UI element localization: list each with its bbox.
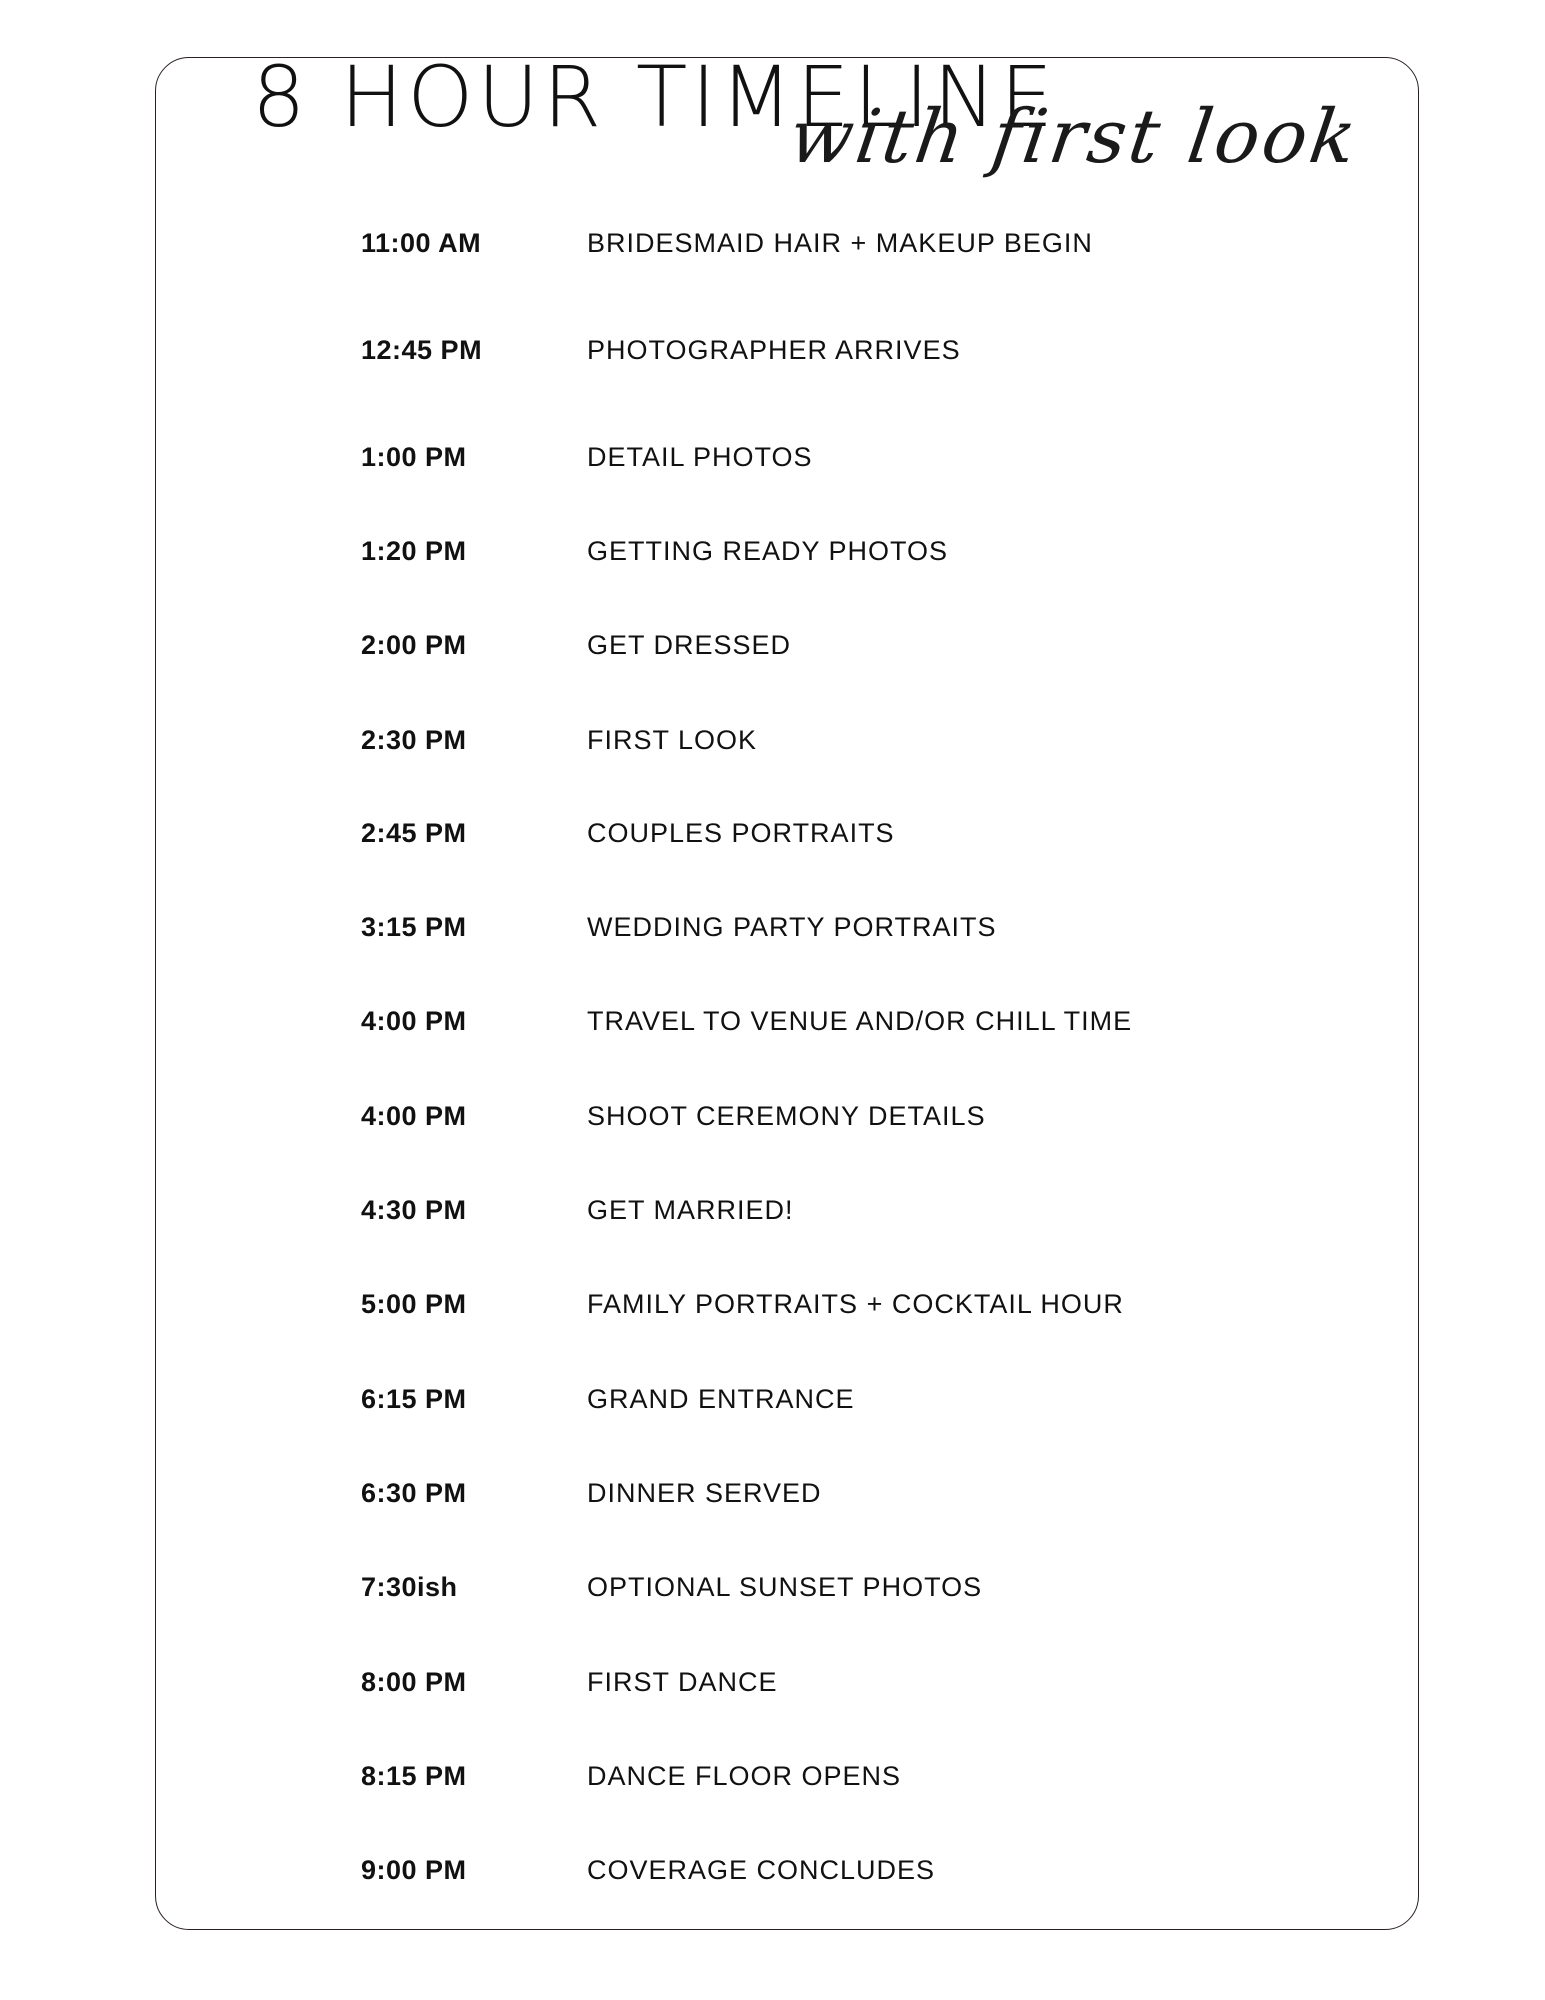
timeline-time: 5:00 PM	[361, 1289, 467, 1319]
timeline-event: FIRST LOOK	[587, 725, 758, 755]
timeline-event: SHOOT CEREMONY DETAILS	[587, 1101, 986, 1131]
timeline-event: OPTIONAL SUNSET PHOTOS	[587, 1572, 983, 1602]
timeline-time: 4:00 PM	[361, 1006, 467, 1036]
timeline-time: 8:00 PM	[361, 1667, 467, 1697]
timeline-time: 1:00 PM	[361, 442, 467, 472]
timeline-time: 1:20 PM	[361, 536, 467, 566]
timeline-row	[0, 1761, 1545, 1801]
timeline-row	[0, 335, 1545, 375]
timeline-row	[0, 630, 1545, 670]
timeline-time: 2:00 PM	[361, 630, 467, 660]
timeline-row	[0, 912, 1545, 952]
timeline-event: GRAND ENTRANCE	[587, 1384, 855, 1414]
timeline-row	[0, 1006, 1545, 1046]
timeline-row	[0, 818, 1545, 858]
timeline-time: 11:00 AM	[361, 228, 482, 258]
page-subtitle: with first look	[783, 94, 1365, 180]
timeline-event: BRIDESMAID HAIR + MAKEUP BEGIN	[587, 228, 1093, 258]
page-title: 8 HOUR TIMELINE	[252, 48, 1058, 146]
timeline-event: COVERAGE CONCLUDES	[587, 1855, 936, 1885]
timeline-row	[0, 1195, 1545, 1235]
timeline-row	[0, 1289, 1545, 1329]
timeline-row	[0, 1667, 1545, 1707]
timeline-time: 2:30 PM	[361, 725, 467, 755]
timeline-time: 4:00 PM	[361, 1101, 467, 1131]
timeline-time: 12:45 PM	[361, 335, 483, 365]
timeline-event: GET MARRIED!	[587, 1195, 794, 1225]
timeline-row	[0, 1101, 1545, 1141]
timeline-event: WEDDING PARTY PORTRAITS	[587, 912, 997, 942]
timeline-event: DETAIL PHOTOS	[587, 442, 813, 472]
timeline-time: 3:15 PM	[361, 912, 467, 942]
timeline-row	[0, 442, 1545, 482]
timeline-time: 9:00 PM	[361, 1855, 467, 1885]
timeline-row	[0, 1572, 1545, 1612]
timeline-row	[0, 1855, 1545, 1895]
timeline-event: FIRST DANCE	[587, 1667, 778, 1697]
timeline-time: 6:30 PM	[361, 1478, 467, 1508]
timeline-event: GET DRESSED	[587, 630, 792, 660]
timeline-event: COUPLES PORTRAITS	[587, 818, 895, 848]
timeline-time: 8:15 PM	[361, 1761, 467, 1791]
timeline-time: 7:30ish	[361, 1572, 458, 1602]
timeline-event: DANCE FLOOR OPENS	[587, 1761, 902, 1791]
timeline-row	[0, 536, 1545, 576]
timeline-row	[0, 228, 1545, 268]
timeline-event: PHOTOGRAPHER ARRIVES	[587, 335, 961, 365]
timeline-event: DINNER SERVED	[587, 1478, 822, 1508]
timeline-event: GETTING READY PHOTOS	[587, 536, 949, 566]
timeline-time: 2:45 PM	[361, 818, 467, 848]
timeline-time: 6:15 PM	[361, 1384, 467, 1414]
timeline-row	[0, 1384, 1545, 1424]
timeline-row	[0, 725, 1545, 765]
timeline-event: FAMILY PORTRAITS + COCKTAIL HOUR	[587, 1289, 1124, 1319]
timeline-time: 4:30 PM	[361, 1195, 467, 1225]
timeline-row	[0, 1478, 1545, 1518]
timeline-event: TRAVEL TO VENUE AND/OR CHILL TIME	[587, 1006, 1133, 1036]
